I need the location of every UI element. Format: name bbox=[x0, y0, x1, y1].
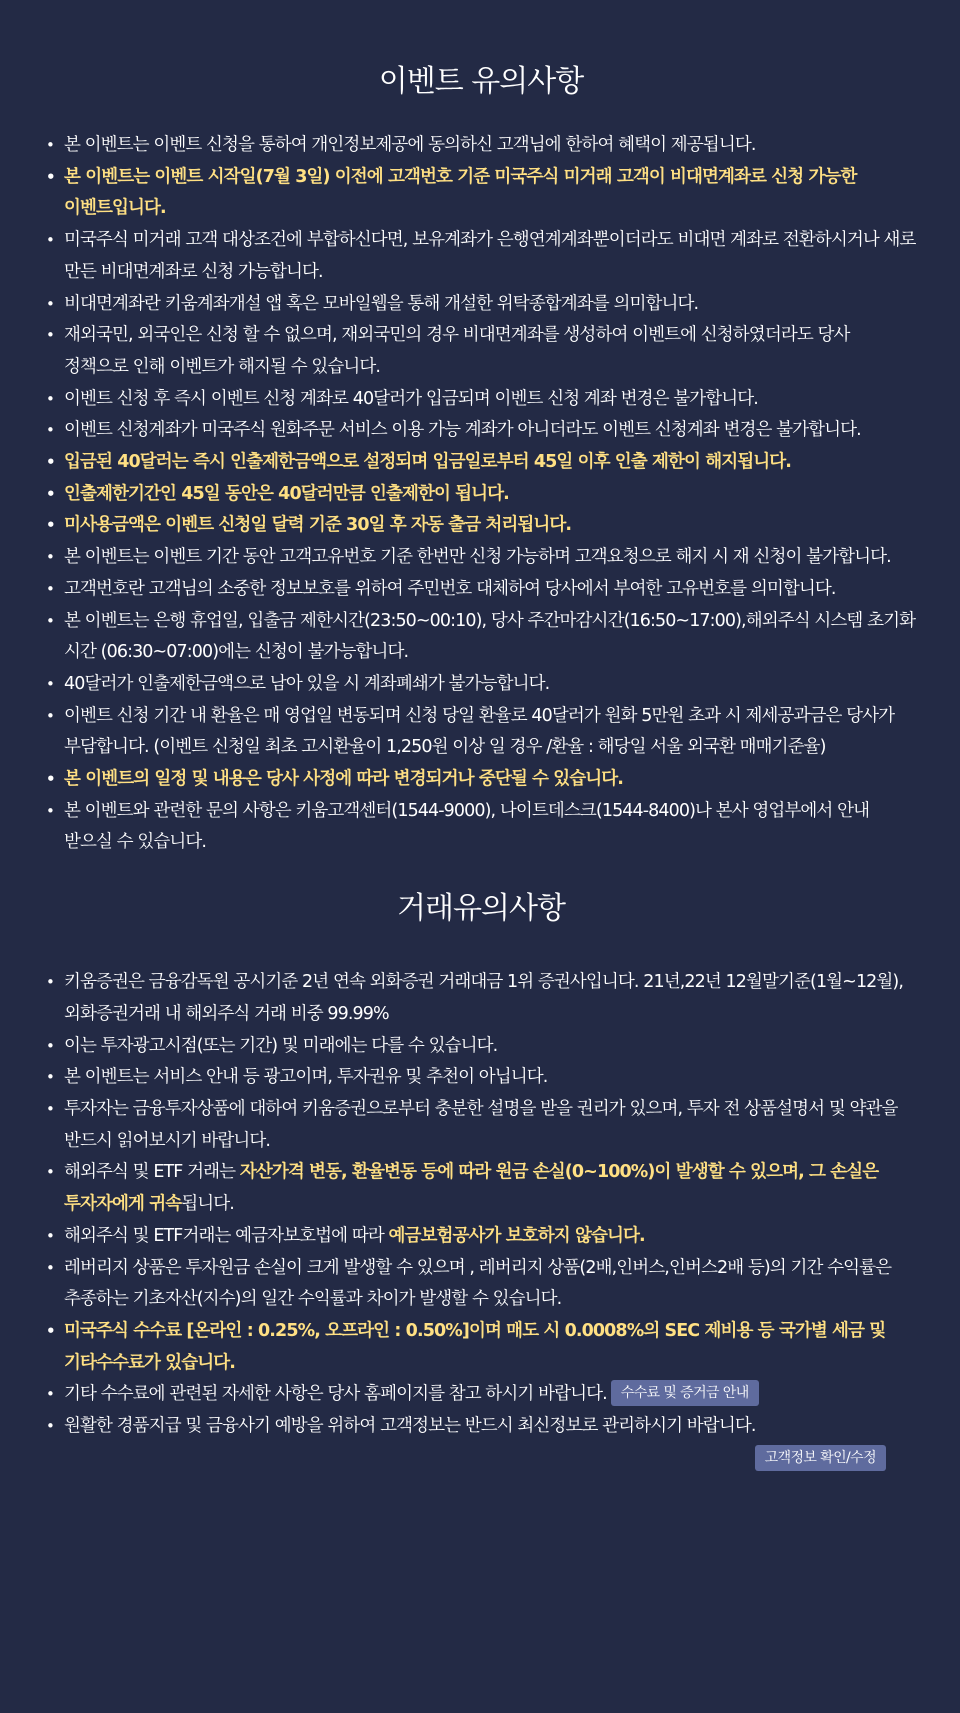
trade-notice-title: 거래유의사항 bbox=[397, 891, 565, 927]
list-item: • 고객번호란 고객님의 소중한 정보보호를 위하여 주민번호 대체하여 당사에서 부여한 고유번호를 의미합니다. bbox=[46, 574, 916, 606]
list-item: • 본 이벤트는 은행 휴업일, 입출금 제한시간(23:50~00:10), 당사 주간마감시간(16:50~17:00),해외주식 시스템 초기화 시간 (06:30~07:00)에는 신청이 불가능합니다. bbox=[46, 606, 916, 669]
list-item: • 인출제한기간인 45일 동안은 40달러만큼 인출제한이 됩니다. bbox=[46, 479, 916, 511]
trade-notice-list bbox=[46, 967, 916, 1443]
list-item: • 입금된 40달러는 즉시 인출제한금액으로 설정되며 입금일로부터 45일 이후 인출 제한이 해지됩니다. bbox=[46, 447, 916, 479]
list-item: • 이벤트 신청 후 즉시 이벤트 신청 계좌로 40달러가 입금되며 이벤트 신청 계좌 변경은 불가합니다. bbox=[46, 384, 916, 416]
list-item: • 본 이벤트는 서비스 안내 등 광고이며, 투자권유 및 추천이 아닙니다. bbox=[46, 1062, 916, 1094]
list-item: • 본 이벤트는 이벤트 기간 동안 고객고유번호 기준 한번만 신청 가능하며 고객요청으로 해지 시 재 신청이 불가합니다. bbox=[46, 542, 916, 574]
event-notice-list bbox=[46, 130, 916, 859]
customer-info-row bbox=[46, 1445, 916, 1471]
list-item bbox=[46, 1221, 916, 1253]
list-item: • 키움증권은 금융감독원 공시기준 2년 연속 외화증권 거래대금 1위 증권사입니다. 21년,22년 12월말기준(1월~12월), 외화증권거래 내 해외주식 거래 비중 99.99% bbox=[46, 967, 916, 1030]
list-item bbox=[46, 1379, 916, 1411]
list-item: • 본 이벤트의 일정 및 내용은 당사 사정에 따라 변경되거나 중단될 수 있습니다. bbox=[46, 764, 916, 796]
list-item: • 이는 투자광고시점(또는 기간) 및 미래에는 다를 수 있습니다. bbox=[46, 1031, 916, 1063]
item-text: 해외주식 및 ETF 거래는 bbox=[64, 1162, 240, 1183]
list-item: • 비대면계좌란 키움계좌개설 앱 혹은 모바일웹을 통해 개설한 위탁종합계좌를 의미합니다. bbox=[46, 289, 916, 321]
list-item: • 미국주식 수수료 [온라인 : 0.25%, 오프라인 : 0.50%]이며 매도 시 0.0008%의 SEC 제비용 등 국가별 세금 및 기타수수료가 있습니다. bbox=[46, 1316, 916, 1379]
list-item: • 레버리지 상품은 투자원금 손실이 크게 발생할 수 있으며 , 레버리지 상품(2배,인버스,인버스2배 등)의 기간 수익률은 추종하는 기초자산(지수)의 일간 수익률과 차이가 발생할 수 있습니다. bbox=[46, 1253, 916, 1316]
list-item: • 본 이벤트는 이벤트 신청을 통하여 개인정보제공에 동의하신 고객님에 한하여 혜택이 제공됩니다. bbox=[46, 130, 916, 162]
list-item: • 재외국민, 외국인은 신청 할 수 없으며, 재외국민의 경우 비대면계좌를 생성하여 이벤트에 신청하였더라도 당사 정책으로 인해 이벤트가 해지될 수 있습니다. bbox=[46, 320, 916, 383]
list-item: • 본 이벤트와 관련한 문의 사항은 키움고객센터(1544-9000), 나이트데스크(1544-8400)나 본사 영업부에서 안내 받으실 수 있습니다. bbox=[46, 796, 916, 859]
list-item: • 본 이벤트는 이벤트 시작일(7월 3일) 이전에 고객번호 기준 미국주식 미거래 고객이 비대면계좌로 신청 가능한 이벤트입니다. bbox=[46, 162, 916, 225]
item-text: 원활한 경품지급 및 금융사기 예방을 위하여 고객정보는 반드시 최신정보로 관리하시기 바랍니다. bbox=[64, 1416, 756, 1437]
list-item: • 이벤트 신청 기간 내 환율은 매 영업일 변동되며 신청 당일 환율로 40달러가 원화 5만원 초과 시 제세공과금은 당사가 부담합니다. (이벤트 신청일 최초 고시환율이 1,250원 이상 일 경우 /환율 : 해당일 서울 외국환 매매기준율) bbox=[46, 701, 916, 764]
list-item: • 40달러가 인출제한금액으로 남아 있을 시 계좌폐쇄가 불가능합니다. bbox=[46, 669, 916, 701]
item-emphasis: 예금보험공사가 보호하지 않습니다. bbox=[388, 1225, 645, 1246]
list-item: • 투자자는 금융투자상품에 대하여 키움증권으로부터 충분한 설명을 받을 권리가 있으며, 투자 전 상품설명서 및 약관을 반드시 읽어보시기 바랍니다. bbox=[46, 1094, 916, 1157]
fee-guide-button[interactable]: 수수료 및 증거금 안내 bbox=[611, 1380, 759, 1406]
item-emphasis: 자산가격 변동, 환율변동 등에 따라 원금 손실(0~100%)이 발생할 수 있으며, 그 손실은 투자자에게 귀속 bbox=[64, 1162, 879, 1215]
item-text: 해외주식 및 ETF거래는 예금자보호법에 따라 bbox=[64, 1225, 389, 1246]
list-item bbox=[46, 1157, 916, 1220]
list-item: • 이벤트 신청계좌가 미국주식 원화주문 서비스 이용 가능 계좌가 아니더라도 이벤트 신청계좌 변경은 불가합니다. bbox=[46, 415, 916, 447]
customer-info-button[interactable]: 고객정보 확인/수정 bbox=[755, 1445, 886, 1471]
list-item bbox=[46, 1411, 916, 1443]
item-text: 기타 수수료에 관련된 자세한 사항은 당사 홈페이지를 참고 하시기 바랍니다. bbox=[64, 1384, 607, 1405]
list-item: • 미국주식 미거래 고객 대상조건에 부합하신다면, 보유계좌가 은행연계계좌뿐이더라도 비대면 계좌로 전환하시거나 새로 만든 비대면계좌로 신청 가능합니다. bbox=[46, 225, 916, 288]
list-item: • 미사용금액은 이벤트 신청일 달력 기준 30일 후 자동 출금 처리됩니다. bbox=[46, 510, 916, 542]
item-text: 됩니다. bbox=[181, 1194, 234, 1215]
event-notice-title: 이벤트 유의사항 bbox=[378, 64, 584, 99]
